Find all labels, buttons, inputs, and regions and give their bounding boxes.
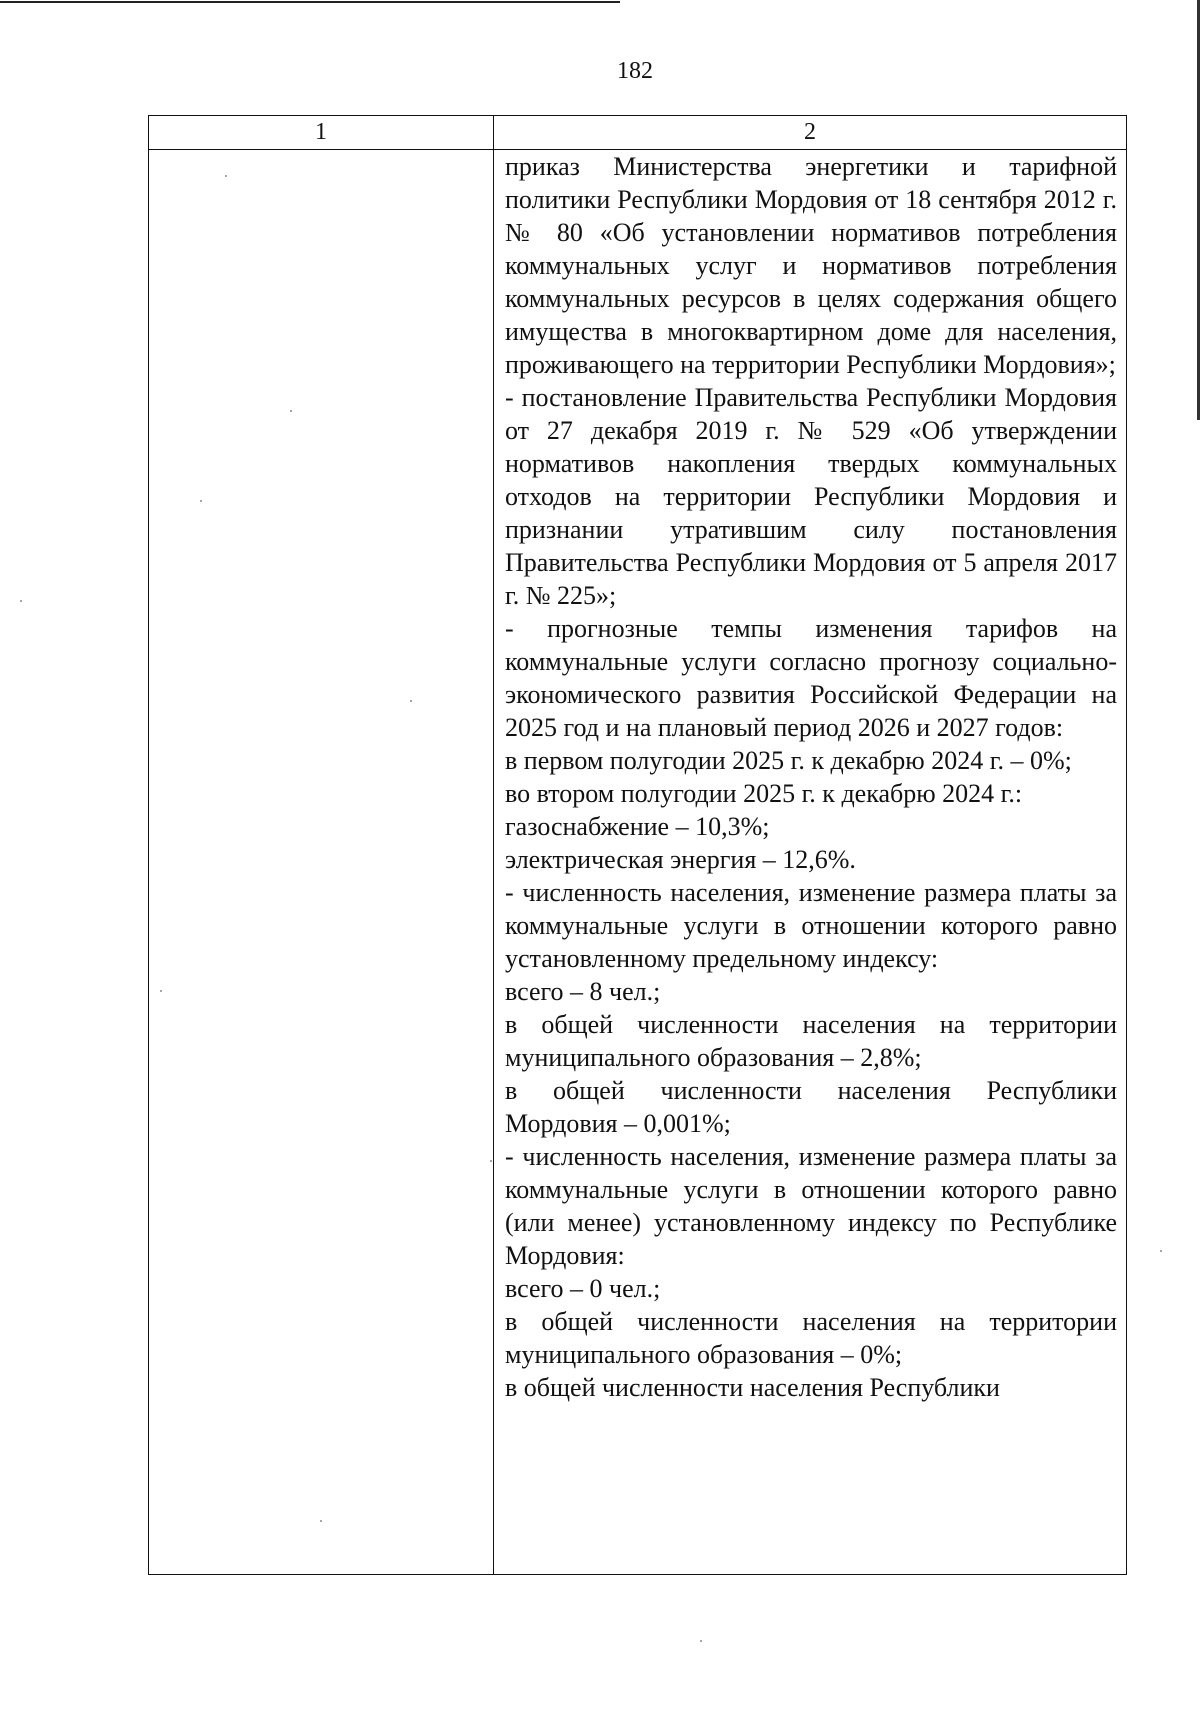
table-header-row: [149, 116, 1127, 150]
paragraph: в общей численности населения Республики Мордовия – 0,001%;: [505, 1076, 1117, 1138]
paragraph: - численность населения, изменение размера платы за коммунальные услуги в отношении которого равно установленному предельному индексу:: [505, 878, 1117, 973]
paragraph: всего – 0 чел.;: [505, 1274, 661, 1303]
table-cell-column-1: [149, 150, 494, 1575]
paragraph: - прогнозные темпы изменения тарифов на коммунальные услуги согласно прогнозу социально-экономического развития Российской Федерации на 2025 год и на плановый период 2026 и 2027 годов:: [505, 614, 1117, 742]
table-header-cell-2: 2: [494, 116, 1127, 150]
table-header-cell-1: 1: [149, 116, 494, 150]
paragraph: приказ Министерства энергетики и тарифной политики Республики Мордовия от 18 сентября 2012 г. № 80 «Об установлении нормативов потребления коммунальных услуг и нормативов потребления коммунальных ресурсов в целях содержания общего имущества в многоквартирном доме для населения, проживающего на территории Республики Мордовия»;: [505, 152, 1117, 379]
scan-speck: [200, 500, 202, 502]
scan-speck: [490, 1160, 492, 1162]
scan-speck: [160, 990, 162, 992]
paragraph: в общей численности населения на территории муниципального образования – 2,8%;: [505, 1010, 1117, 1072]
page-number: 182: [617, 58, 653, 84]
paragraph: в первом полугодии 2025 г. к декабрю 2024 г. – 0%;: [505, 746, 1072, 775]
table-cell-column-2: [494, 150, 1127, 1575]
paragraph: газоснабжение – 10,3%;: [505, 812, 770, 841]
paragraph: в общей численности населения Республики: [505, 1373, 1000, 1402]
scan-speck: [700, 1640, 702, 1642]
scan-speck: [20, 600, 22, 602]
document-table: [148, 115, 1127, 1575]
scan-speck: [225, 175, 227, 177]
paragraph: всего – 8 чел.;: [505, 977, 661, 1006]
scan-speck: [320, 1520, 322, 1522]
paragraph: в общей численности населения на территории муниципального образования – 0%;: [505, 1307, 1117, 1369]
paragraph: во втором полугодии 2025 г. к декабрю 2024 г.:: [505, 779, 1023, 808]
scan-speck: [1160, 1250, 1162, 1252]
column-2-content: [494, 150, 1126, 1404]
scan-speck: [410, 700, 412, 702]
scan-speck: [290, 410, 292, 412]
paragraph: - постановление Правительства Республики Мордовия от 27 декабря 2019 г. № 529 «Об утверждении нормативов накопления твердых коммунальных отходов на территории Республики Мордовия и признании утратившим силу постановления Правительства Республики Мордовия от 5 апреля 2017 г. № 225»;: [505, 383, 1117, 610]
scan-top-edge-line: [0, 1, 620, 3]
paragraph: - численность населения, изменение размера платы за коммунальные услуги в отношении которого равно (или менее) установленному индексу по Республике Мордовия:: [505, 1142, 1117, 1270]
paragraph: электрическая энергия – 12,6%.: [505, 845, 856, 874]
table-row: [149, 150, 1127, 1575]
